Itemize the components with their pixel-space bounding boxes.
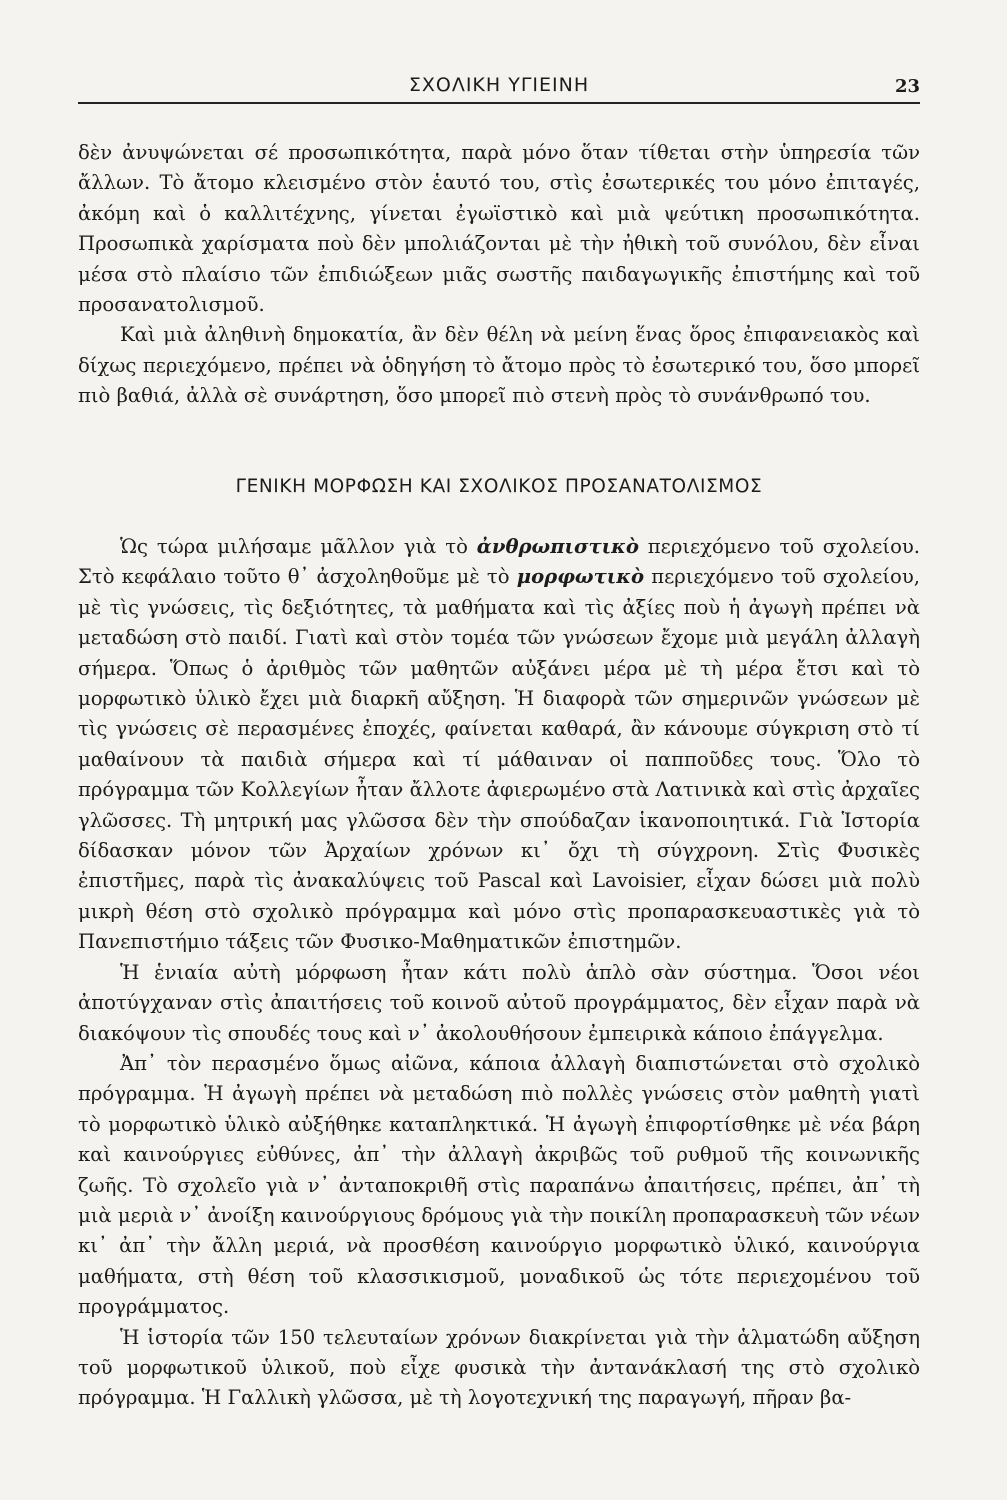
paragraph: Καὶ μιὰ ἀληθινὴ δημοκατία, ἂν δὲν θέλη νὰ μείνη ἕνας ὅρος ἐπιφανειακὸς καὶ δίχως περιεχόμενο, πρέπει νὰ ὁδηγήση τὸ ἄτομο πρὸς τὸ ἐσωτερικό του, ὅσο μπορεῖ πιὸ βαθιά, ἀλλὰ σὲ συνάρτηση, ὅσο μπορεῖ πιὸ στενὴ πρὸς τὸ συνάνθρωπό του. <box>78 323 920 408</box>
emphasis-humanistic: ἀνθρωπιστικὸ <box>476 535 639 558</box>
page-header <box>78 72 920 104</box>
page-number: 23 <box>894 76 920 97</box>
section-1-text <box>78 138 920 412</box>
paragraph: Ἡ ἱστορία τῶν 150 τελευταίων χρόνων διακρίνεται γιὰ τὴν ἁλματώδη αὔξηση τοῦ μορφωτικοῦ ὑλικοῦ, ποὺ εἶχε φυσικὰ τὴν ἀντανάκλασή της στὸ σχολικὸ πρόγραμμα. Ἡ Γαλλικὴ γλῶσσα, μὲ τὴ λογοτεχνική της παραγωγή, πῆραν βα- <box>78 1325 920 1410</box>
section-2-text <box>78 532 920 1414</box>
paragraph <box>78 532 920 958</box>
text-run: περιεχόμενο τοῦ σχολείου, μὲ τὶς γνώσεις, τὶς δεξιότητες, τὰ μαθήματα καὶ τὶς ἀξίες ποὺ ἡ ἀγωγὴ πρέπει νὰ μεταδώση στὸ παιδί. Γιατὶ καὶ στὸν τομέα τῶν γνώσεων ἔχομε μιὰ μεγάλη ἀλλαγὴ σήμερα. Ὅπως ὁ ἀριθμὸς τῶν μαθητῶν αὐξάνει μέρα μὲ τὴ μέρα ἔτσι καὶ τὸ μορφωτικὸ ὑλικὸ ἔχει μιὰ διαρκῆ αὔξηση. Ἡ διαφορὰ τῶν σημερινῶν γνώσεων μὲ τὶς γνώσεις σὲ περασμένες ἐποχές, φαίνεται καθαρά, ἂν κάνουμε σύγκριση στὸ τί μαθαίνουν τὰ παιδιὰ σήμερα καὶ τί μάθαιναν οἱ παπποῦδες τους. Ὅλο τὸ πρόγραμμα τῶν Κολλεγίων ἦταν ἄλλοτε ἀφιερωμένο στὰ Λατινικὰ καὶ στὶς ἀρχαῖες γλῶσσες. Τὴ μητρική μας γλῶσσα δὲν τὴν σπούδαζαν ἱκανοποιητικά. Γιὰ Ἱστορία δίδασκαν μόνον τῶν Ἀρχαίων χρόνων κι᾿ ὄχι τὴ σύγχρονη. Στὶς Φυσικὲς ἐπιστῆμες, παρὰ τὶς ἀνακαλύψεις τοῦ Pascal καὶ Lavoisier, εἶχαν δώσει μιὰ πολὺ μικρὴ θέση στὸ σχολικὸ πρόγραμμα καὶ μόνο στὶς προπαρασκευαστικὲς γιὰ τὸ Πανεπιστήμιο τάξεις τῶν Φυσικο-Μαθηματικῶν ἐπιστημῶν. <box>78 565 920 954</box>
paragraph: Ἡ ἑνιαία αὐτὴ μόρφωση ἦταν κάτι πολὺ ἁπλὸ σὰν σύστημα. Ὅσοι νέοι ἀποτύγχαναν στὶς ἀπαιτήσεις τοῦ κοινοῦ αὐτοῦ προγράμματος, δὲν εἶχαν παρὰ νὰ διακόψουν τὶς σπουδές τους καὶ ν᾿ ἀκολουθήσουν ἐμπειρικὰ κάποιο ἐπάγγελμα. <box>78 960 920 1045</box>
text-run: Ὡς τώρα μιλήσαμε μᾶλλον γιὰ τὸ <box>120 535 477 558</box>
running-title: ΣΧΟΛΙΚΗ ΥΓΙΕΙΝΗ <box>408 74 590 96</box>
paragraph: δὲν ἀνυψώνεται σέ προσωπικότητα, παρὰ μόνο ὅταν τίθεται στὴν ὑπηρεσία τῶν ἄλλων. Τὸ ἄτομο κλεισμένο στὸν ἑαυτό του, στὶς ἐσωτερικές του μόνο ἐπιταγές, ἀκόμη καὶ ὁ καλλιτέχνης, γίνεται ἐγωϊστικὸ καὶ μιὰ ψεύτικη προσωπικότητα. Προσωπικὰ χαρίσματα ποὺ δὲν μπολιάζονται μὲ τὴν ἠθικὴ τοῦ συνόλου, δὲν εἶναι μέσα στὸ πλαίσιο τῶν ἐπιδιώξεων μιᾶς σωστῆς παιδαγωγικῆς ἐπιστήμης καὶ τοῦ προσανατολισμοῦ. <box>78 141 920 317</box>
emphasis-educational: μορφωτικὸ <box>516 565 645 589</box>
text-run: περιεχόμενο τοῦ σχολείου. Στὸ κεφάλαιο τοῦτο θ᾿ ἀσχοληθοῦμε μὲ τὸ <box>78 535 921 589</box>
section-heading: ΓΕΝΙΚΗ ΜΟΡΦΩΣΗ ΚΑΙ ΣΧΟΛΙΚΟΣ ΠΡΟΣΑΝΑΤΟΛΙΣΜΟΣ <box>235 476 763 497</box>
paragraph: Ἀπ᾿ τὸν περασμένο ὅμως αἰῶνα, κάποια ἀλλαγὴ διαπιστώνεται στὸ σχολικὸ πρόγραμμα. Ἡ ἀγωγὴ πρέπει νὰ μεταδώση πιὸ πολλὲς γνώσεις στὸν μαθητὴ γιατὶ τὸ μορφωτικὸ ὑλικὸ αὐξήθηκε καταπληκτικά. Ἡ ἀγωγὴ ἐπιφορτίσθηκε μὲ νέα βάρη καὶ καινούργιες εὐθύνες, ἀπ᾿ τὴν ἀλλαγὴ ἀκριβῶς τοῦ ρυθμοῦ τῆς κοινωνικῆς ζωῆς. Τὸ σχολεῖο γιὰ ν᾿ ἀνταποκριθῆ στὶς παραπάνω ἀπαιτήσεις, πρέπει, ἀπ᾿ τὴ μιὰ μεριὰ ν᾿ ἀνοίξη καινούργιους δρόμους γιὰ τὴν ποικίλη προπαρασκευὴ τῶν νέων κι᾿ ἀπ᾿ τὴν ἄλλη μεριά, νὰ προσθέση καινούργιο μορφωτικὸ ὑλικό, καινούργια μαθήματα, στὴ θέση τοῦ κλασσικισμοῦ, μοναδικοῦ ὡς τότε περιεχομένου τοῦ προγράμματος. <box>78 1051 920 1319</box>
